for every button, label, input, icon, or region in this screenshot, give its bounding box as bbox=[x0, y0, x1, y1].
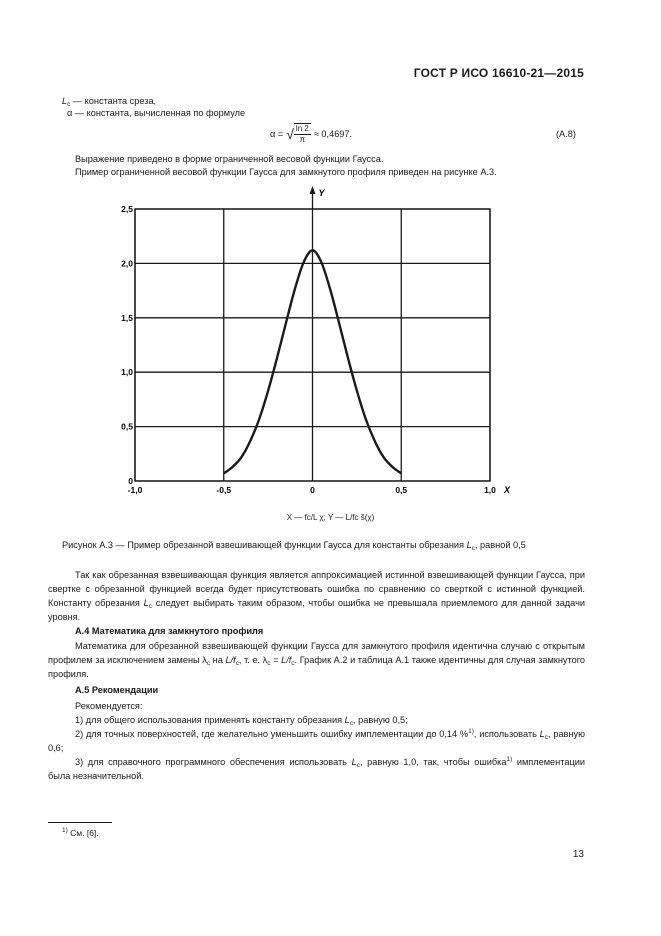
axis-note: X — fc/L χ; Y — L/fc s̃(χ) bbox=[286, 513, 375, 522]
y-axis-arrowhead bbox=[310, 186, 316, 194]
paragraph-example-ref: Пример ограниченной весовой функции Гаусса для замкнутого профиля приведен на рисунке А.3. bbox=[75, 167, 497, 177]
x-tick-label: 0 bbox=[310, 485, 315, 495]
section-a4-heading: А.4 Математика для замкнутого профиля bbox=[75, 626, 264, 636]
paragraph-closed-profile: Математика для обрезанной взвешивающей функции Гаусса для замкнутого профиля идентична случаю с открытым профилем за исключением замены $\lambda_c$ на $L/f_c$, т. е. $\lambda_c = L/f_c$. График А.2 и таблица А.1 также идентичны для случая замкнутого профиля. bbox=[48, 641, 585, 679]
footnote: $^{1)}$ См. [6]. bbox=[62, 827, 99, 838]
y-tick-label: 2,0 bbox=[121, 258, 133, 269]
x-tick-label: 0,5 bbox=[395, 485, 408, 495]
y-tick-label: 0,5 bbox=[121, 421, 133, 432]
x-tick-label: -1,0 bbox=[127, 485, 143, 495]
y-axis-label: Y bbox=[318, 188, 325, 198]
paragraph-truncation-error: Так как обрезанная взвешивающая функция является аппроксимацией истинной взвешивающей функции Гаусса, при свертке с обрезанной функцией всегда будет присутствовать ошибка по сравнению со сверткой с истинной функцией. Константу обрезания $L_c$ следует выбирать таким образом, чтобы ошибка не превышала приемлемого для данной задачи уровня. bbox=[48, 570, 585, 622]
figure-a3-chart bbox=[100, 184, 530, 529]
formula-number: (A.8) bbox=[556, 129, 576, 139]
recommendations-intro: Рекомендуется: bbox=[75, 701, 143, 711]
y-tick-label: 2,5 bbox=[121, 204, 133, 214]
figure-caption: Рисунок А.3 — Пример обрезанной взвешивающей функции Гаусса для константы обрезания $L_c$, равной 0,5 bbox=[62, 540, 526, 552]
y-tick-label: 0 bbox=[128, 476, 133, 486]
definition-lc: $L_c$ — константа среза, bbox=[62, 96, 157, 108]
definition-alpha: α — константа, вычисленная по формуле bbox=[67, 108, 246, 118]
formula-a8: α = √ $\frac{\ln 2}{\pi}$ ≈ 0,4697. bbox=[270, 124, 353, 144]
paragraph-gauss-form: Выражение приведено в форме ограниченной весовой функции Гаусса. bbox=[75, 154, 384, 164]
recommendation-2: 2) для точных поверхностей, где желательно уменьшить ошибку имплементации до 0,14 %$^{1)}$, использовать $L_c$, равную 0,6; bbox=[48, 728, 586, 753]
x-tick-label: -0,5 bbox=[216, 485, 232, 495]
y-tick-label: 1,0 bbox=[121, 367, 133, 378]
y-tick-label: 1,5 bbox=[121, 312, 133, 323]
x-tick-label: 1,0 bbox=[484, 485, 496, 495]
recommendation-1: 1) для общего использования применять константу обрезания $L_c$, равную 0,5; bbox=[75, 715, 408, 727]
recommendation-3: 3) для справочного программного обеспечения использовать $L_c$, равную 1,0, так, чтобы ошибка$^{1)}$ имплементации была незначительной. bbox=[48, 756, 585, 781]
document-header: ГОСТ Р ИСО 16610-21—2015 bbox=[413, 66, 584, 80]
x-axis-label: X bbox=[504, 485, 511, 495]
section-a5-heading: А.5 Рекомендации bbox=[75, 685, 159, 695]
footnote-separator bbox=[48, 822, 112, 823]
page-number: 13 bbox=[572, 849, 584, 860]
